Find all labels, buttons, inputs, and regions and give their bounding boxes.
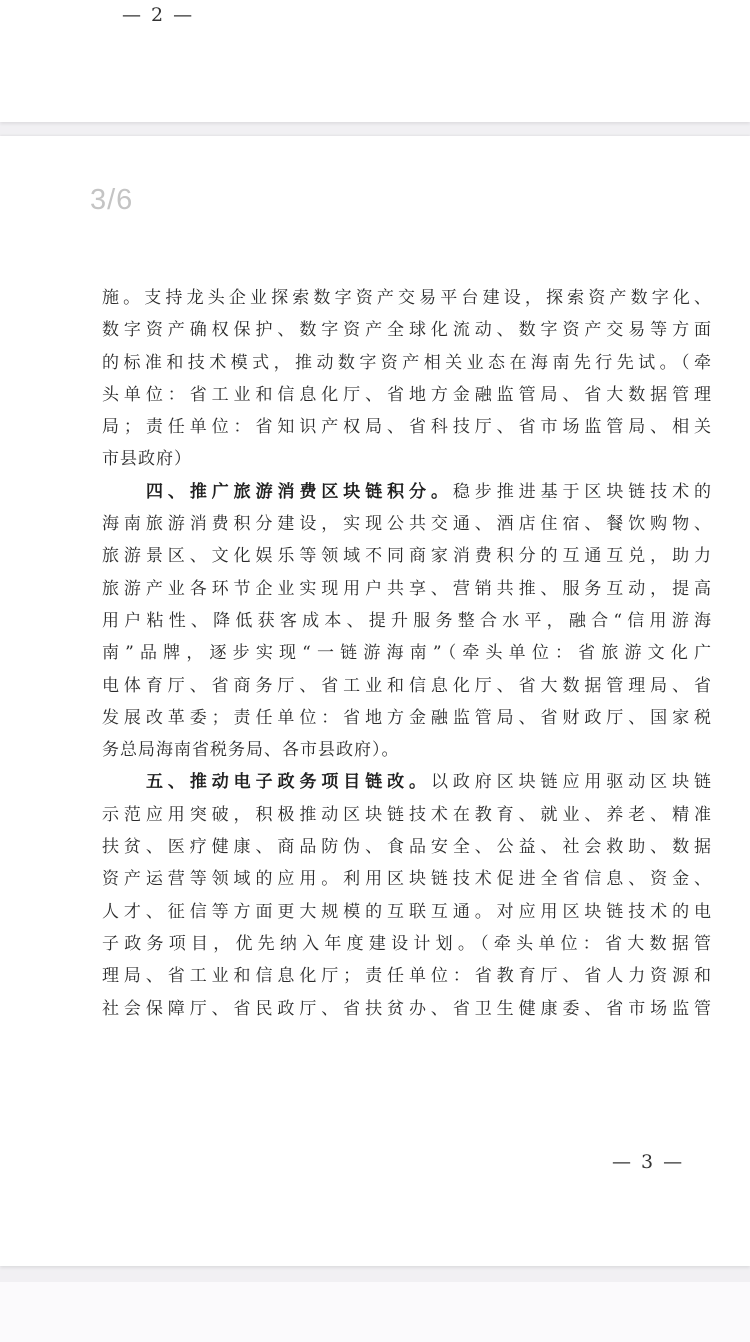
next-page (0, 1282, 750, 1342)
section-text: 以政府区块链应用驱动区块链 (430, 772, 712, 793)
text-line: 旅游产业各环节企业实现用户共享、营销共推、服务互动，提高 (102, 578, 712, 599)
text-line (102, 476, 712, 508)
section-text: 稳步推进基于区块链技术的 (452, 481, 712, 502)
text-line: 发展改革委；责任单位：省地方金融监管局、省财政厅、国家税 (102, 707, 712, 728)
previous-page (0, 0, 750, 122)
text-line: 人才、征信等方面更大规模的互联互通。对应用区块链技术的电 (102, 901, 712, 922)
text-line: 头单位：省工业和信息化厅、省地方金融监管局、省大数据管理 (102, 384, 712, 405)
text-line: 旅游景区、文化娱乐等领域不同商家消费积分的互通互兑，助力 (102, 546, 712, 567)
text-line: 的标准和技术模式，推动数字资产相关业态在海南先行先试。（牵 (102, 352, 712, 373)
text-line: 示范应用突破，积极推动区块链技术在教育、就业、养老、精准 (102, 804, 712, 825)
text-line: 南”品牌，逐步实现“一链游海南”（牵头单位：省旅游文化广 (102, 643, 712, 664)
text-line: 用户粘性、降低获客成本、提升服务整合水平，融合“信用游海 (102, 610, 712, 631)
document-body (102, 282, 712, 1025)
text-line: 扶贫、医疗健康、商品防伪、食品安全、公益、社会救助、数据 (102, 837, 712, 858)
section-heading: 五、推动电子政务项目链改。 (146, 772, 431, 793)
text-line: 理局、省工业和信息化厅；责任单位：省教育厅、省人力资源和 (102, 966, 712, 987)
text-line: 社会保障厅、省民政厅、省扶贫办、省卫生健康委、省市场监管 (102, 998, 712, 1019)
text-line: 施。支持龙头企业探索数字资产交易平台建设，探索资产数字化、 (102, 288, 712, 308)
text-line: 资产运营等领域的应用。利用区块链技术促进全省信息、资金、 (102, 869, 712, 890)
previous-page-number: — 2 — (122, 4, 195, 26)
text-line: 海南旅游消费积分建设，实现公共交通、酒店住宿、餐饮购物、 (102, 514, 712, 535)
text-line: 市县政府） (102, 449, 192, 470)
text-line: 电体育厅、省商务厅、省工业和信息化厅、省大数据管理局、省 (102, 675, 712, 696)
text-line: 数字资产确权保护、数字资产全球化流动、数字资产交易等方面 (102, 320, 712, 341)
text-line (102, 766, 712, 798)
current-page-number: — 3 — (612, 1151, 685, 1173)
section-heading: 四、推广旅游消费区块链积分。 (146, 481, 453, 502)
text-line: 务总局海南省税务局、各市县政府）。 (102, 740, 400, 761)
text-line: 局；责任单位：省知识产权局、省科技厅、省市场监管局、相关 (102, 417, 712, 438)
page-counter: 3/6 (90, 184, 134, 216)
text-line: 子政务项目，优先纳入年度建设计划。（牵头单位：省大数据管 (102, 933, 712, 954)
